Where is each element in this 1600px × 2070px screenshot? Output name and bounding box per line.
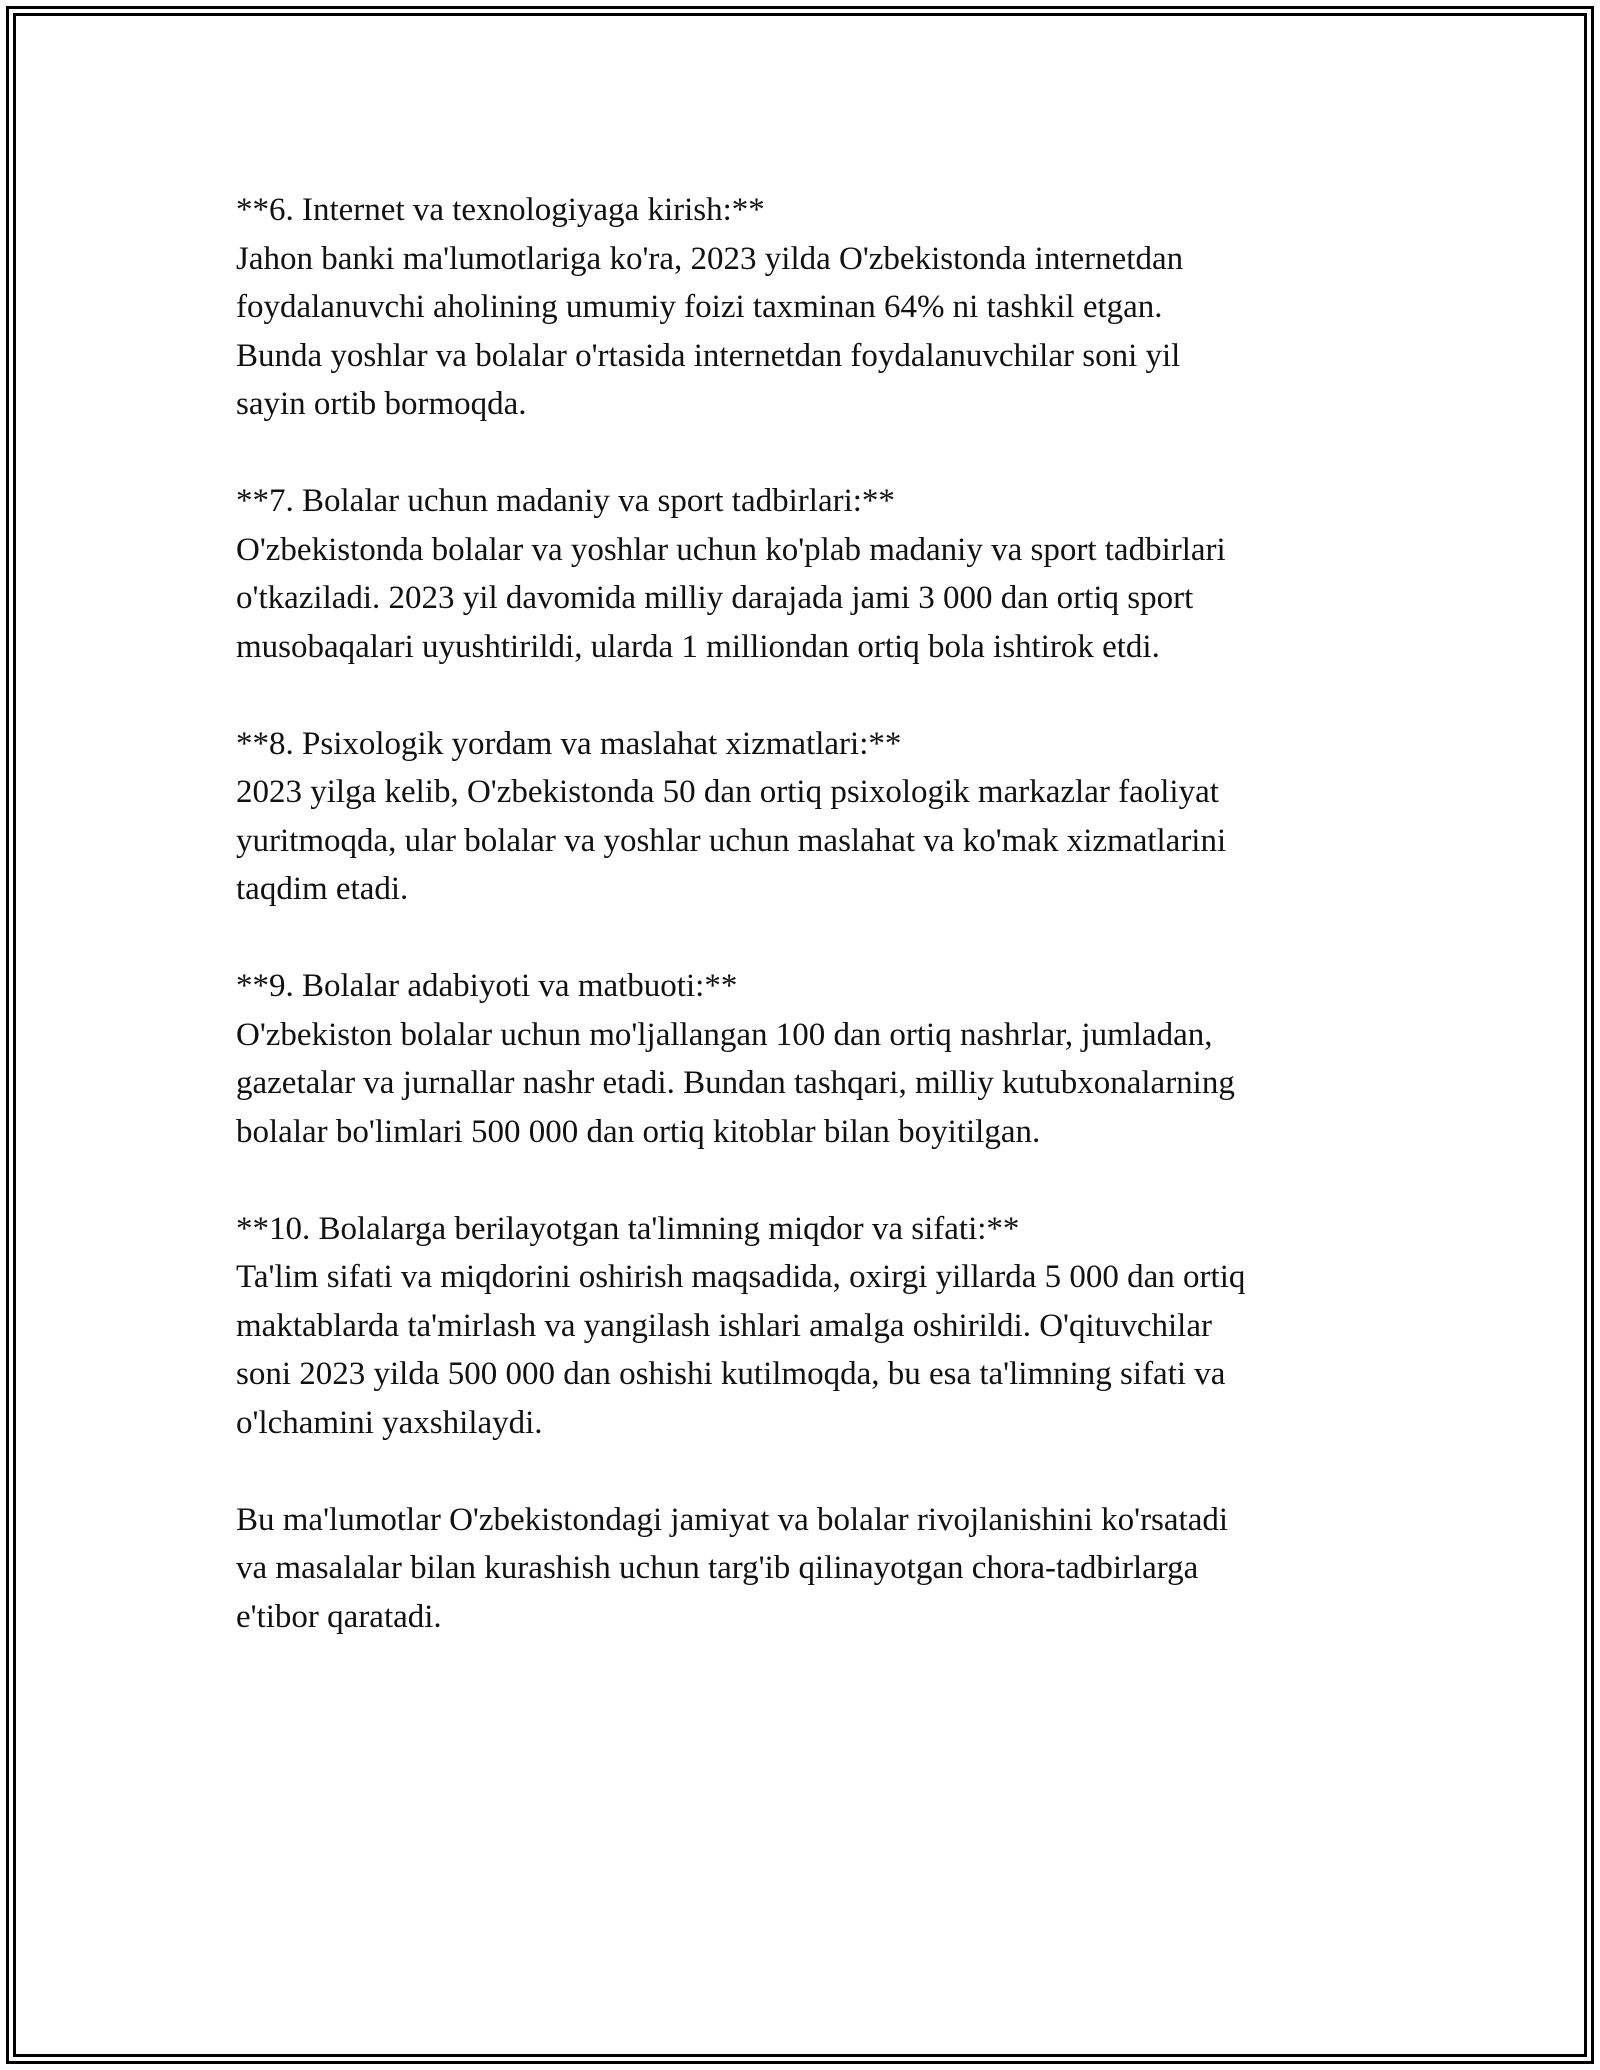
conclusion-paragraph: Bu ma'lumotlar O'zbekistondagi jamiyat va bolalar rivojlanishini ko'rsatadi va masalalar bilan kurashish uchun targ'ib qilinayotgan chora-tadbirlarga e'tibor qaratadi.	[236, 1501, 1229, 1635]
section-culture-sport	[236, 477, 1396, 671]
section-paragraph: Jahon banki ma'lumotlariga ko'ra, 2023 yilda O'zbekistonda internetdan foydalanuvchi aholining umumiy foizi taxminan 64% ni tashkil etgan. Bunda yoshlar va bolalar o'rtasida internetdan foydalanuvchilar soni yil sayin ortib bormoqda.	[236, 240, 1184, 422]
section-paragraph: 2023 yilga kelib, O'zbekistonda 50 dan ortiq psixologik markazlar faoliyat yuritmoqda, ular bolalar va yoshlar uchun maslahat va ko'mak xizmatlarini taqdim etadi.	[236, 774, 1227, 907]
section-internet	[236, 186, 1396, 429]
section-paragraph: O'zbekistonda bolalar va yoshlar uchun ko'plab madaniy va sport tadbirlari o'tkaziladi. 2023 yil davomida milliy darajada jami 3 000 dan ortiq sport musobaqalari uyushtirildi, ularda 1 milliondan ortiq bola ishtirok etdi.	[236, 531, 1226, 665]
section-heading: **8. Psixologik yordam va maslahat xizmatlari:**	[236, 725, 902, 762]
section-heading: **7. Bolalar uchun madaniy va sport tadbirlari:**	[236, 483, 895, 519]
section-paragraph: O'zbekiston bolalar uchun mo'ljallangan 100 dan ortiq nashrlar, jumladan, gazetalar va jurnallar nashr etadi. Bundan tashqari, milliy kutubxonalarning bolalar bo'limlari 500 000 dan ortiq kitoblar bilan boyitilgan.	[236, 1016, 1235, 1150]
section-paragraph: Ta'lim sifati va miqdorini oshirish maqsadida, oxirgi yillarda 5 000 dan ortiq maktablarda ta'mirlash va yangilash ishlari amalga oshirildi. O'qituvchilar soni 2023 yilda 500 000 dan oshishi kutilmoqda, bu esa ta'limning sifati va o'lchamini yaxshilaydi.	[236, 1259, 1246, 1441]
section-heading: **10. Bolalarga berilayotgan ta'limning miqdor va sifati:**	[236, 1210, 1020, 1247]
section-heading: **6. Internet va texnologiyaga kirish:**	[236, 192, 765, 228]
section-education	[236, 1205, 1396, 1448]
section-heading: **9. Bolalar adabiyoti va matbuoti:**	[236, 968, 738, 1004]
document-body	[236, 186, 1396, 1690]
section-literature	[236, 962, 1396, 1156]
conclusion	[236, 1496, 1396, 1642]
section-psychology	[236, 720, 1396, 914]
